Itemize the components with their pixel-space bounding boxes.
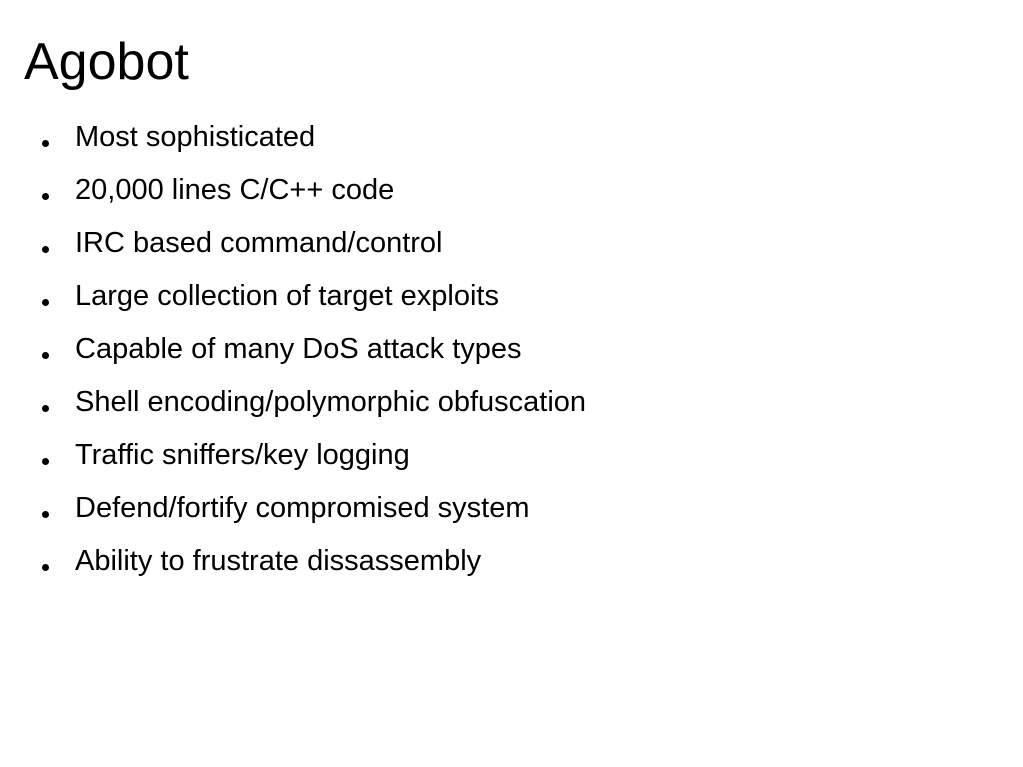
bullet-dot-icon — [42, 193, 49, 200]
bullet-text: Traffic sniffers/key logging — [75, 439, 410, 471]
bullet-text: Ability to frustrate dissassembly — [75, 545, 482, 577]
bullet-text: 20,000 lines C/C++ code — [75, 174, 395, 206]
bullet-dot-icon — [42, 140, 49, 147]
bullet-text: Large collection of target exploits — [75, 280, 499, 312]
bullet-text: Capable of many DoS attack types — [75, 333, 522, 365]
bullet-text: Shell encoding/polymorphic obfuscation — [75, 386, 587, 418]
bullet-dot-icon — [42, 458, 49, 465]
bullet-dot-icon — [42, 299, 49, 306]
slide-title: Agobot — [24, 33, 189, 91]
bullet-dot-icon — [42, 405, 49, 412]
bullet-text: IRC based command/control — [75, 227, 443, 259]
bullet-dot-icon — [42, 246, 49, 253]
bullet-dot-icon — [42, 564, 49, 571]
bullet-dot-icon — [42, 511, 49, 518]
bullet-dot-icon — [42, 352, 49, 359]
bullet-text: Defend/fortify compromised system — [75, 492, 530, 524]
bullet-text: Most sophisticated — [75, 121, 316, 153]
